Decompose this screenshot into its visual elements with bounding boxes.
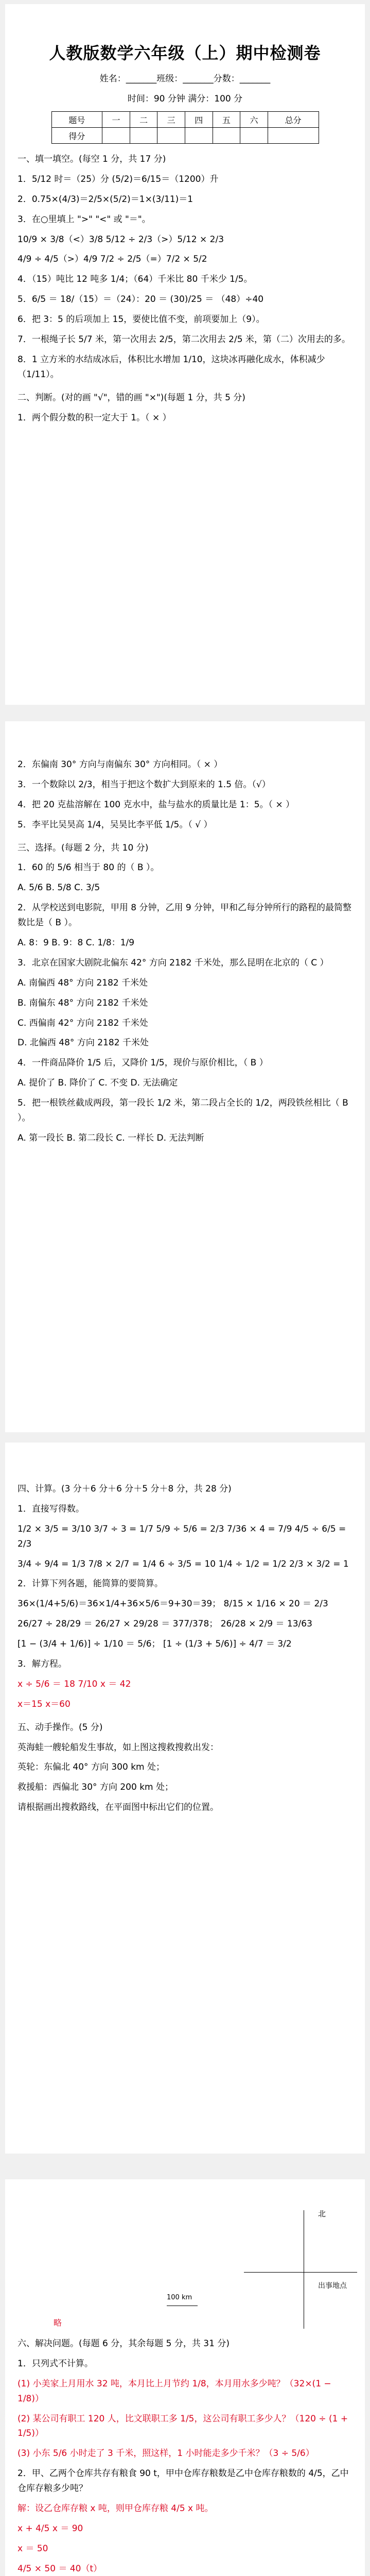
question-line: 5．6/5 ＝ 18/（15）＝（24）：20 ＝ (30)/25 ＝ （48）÷40	[17, 294, 264, 305]
question-line: 解：设乙仓库存粮 x 吨，则甲仓库存粮 4/5 x 吨。	[17, 2503, 214, 2514]
question-line: 2．甲、乙两个仓库共存有粮食 90 t，甲中仓库存粮数是乙中仓库存粮数的 4/5，乙中仓库存粮多少吨？	[17, 2468, 349, 2494]
center-label: 出事地点	[318, 2282, 347, 2290]
north-label: 北	[318, 2209, 326, 2218]
question-line: A. 第一段长 B. 第二段长 C. 一样长 D. 无法判断	[17, 1132, 204, 1143]
question-line: 请根据画出搜救路线，在平面图中标出它们的位置。	[17, 1802, 219, 1813]
question-line: (3) 小东 5/6 小时走了 3 千米，照这样，1 小时能走多少千米？（3 ÷ 5/6）	[17, 2448, 314, 2459]
question-line: 3．北京在国家大剧院北偏东 42° 方向 2182 千米处，那么昆明在北京的（ C ）	[17, 957, 329, 968]
question-line: 2．从学校送到电影院，甲用 8 分钟，乙用 9 分钟，甲和乙每分钟所行的路程的最简整数比是（ B ）。	[17, 903, 352, 928]
score-table	[51, 111, 319, 144]
question-line: 5．把一根铁丝截成两段，第一段长 1/2 米，第二段占全长的 1/2，两段铁丝相比（ B ）。	[17, 1098, 348, 1124]
question-line: (1) 小美家上月用水 32 吨，本月比上月节约 1/8，本月用水多少吨？（32×(1 − 1/8)）	[17, 2378, 331, 2404]
question-line: 8．1 立方米的水结成冰后，体积比水增加 1/10，这块冰再融化成水，体积减少（1/11）。	[17, 354, 325, 380]
question-line: 4．（15）吨比 12 吨多 1/4；（64）千米比 80 千米少 1/5。	[17, 274, 253, 285]
diagram-answer: 略	[54, 2318, 62, 2328]
question-line: 2．0.75×(4/3)＝2/5×(5/2)＝1×(3/11)＝1	[17, 194, 193, 205]
score-row-label: 得分	[51, 128, 102, 144]
page4-questions	[17, 2336, 353, 2576]
section-heading: 一、填一填空。(每空 1 分，共 17 分)	[17, 154, 166, 164]
score-cell: 一	[102, 112, 130, 128]
question-line: 1．直接写得数。	[17, 1503, 84, 1514]
question-line: 英海蛙一艘轮船发生事故，如上图这搜救搜救出发：	[17, 1742, 219, 1753]
section-heading: 三、选择。(每题 2 分，共 10 分)	[17, 842, 149, 853]
page1-questions	[17, 152, 353, 425]
question-line: 1．只列式不计算。	[17, 2358, 93, 2369]
question-line: A. 提价了 B. 降价了 C. 不变 D. 无法确定	[17, 1078, 178, 1089]
scale-label: 100 km	[167, 2294, 192, 2301]
question-line: A. 南偏西 48° 方向 2182 千米处	[17, 977, 148, 988]
question-line: 26/27 ÷ 28/29 ＝ 26/27 × 29/28 ＝ 377/378； 26/28 × 2/9 ＝ 13/63	[17, 1619, 312, 1630]
section-heading: 六、解决问题。(每题 6 分，其余每题 5 分，共 31 分)	[17, 2338, 230, 2349]
exam-page-4	[5, 2179, 365, 2576]
score-cell: 二	[130, 112, 157, 128]
question-line: x ＝ 50	[17, 2543, 48, 2554]
score-table-score-row	[51, 128, 319, 144]
section-heading: 二、判断。(对的画 "√"，错的画 "×")(每题 1 分，共 5 分)	[17, 392, 245, 403]
question-line: B. 南偏东 48° 方向 2182 千米处	[17, 997, 148, 1008]
location-diagram	[17, 2179, 353, 2313]
question-line: D. 北偏西 48° 方向 2182 千米处	[17, 1038, 149, 1048]
question-line: 1．60 的 5/6 相当于 80 的（ B ）。	[17, 862, 160, 873]
score-cell: 五	[213, 112, 240, 128]
time-score-line: 时间：90 分钟 满分：100 分	[127, 94, 243, 104]
question-line: 2．东偏南 30° 方向与南偏东 30° 方向相同。（ × ）	[17, 759, 223, 770]
question-line: A. 8：9 B. 9：8 C. 1/8：1/9	[17, 938, 135, 948]
question-line: 2．计算下列各题，能简算的要简算。	[17, 1579, 163, 1589]
question-line: 3．解方程。	[17, 1659, 67, 1670]
question-line: 4/9 ÷ 4/5（>）4/9 7/2 ÷ 2/5（=）7/2 × 5/2	[17, 254, 207, 265]
question-line: 4．一件商品降价 1/5 后，又降价 1/5，现价与原价相比，（ B ）	[17, 1058, 268, 1069]
question-line: 6．把 3：5 的后项加上 15，要使比值不变，前项要加上（9）。	[17, 314, 265, 325]
question-line: 4/5 × 50 ＝ 40（t）	[17, 2563, 102, 2574]
question-line: 1．两个假分数的积一定大于 1。（ × ）	[17, 412, 171, 423]
question-line: 5．李平比吴昊高 1/4，吴昊比李平低 1/5。（ √ ）	[17, 819, 213, 830]
exam-title: 人教版数学六年级（上）期中检测卷	[49, 43, 321, 63]
score-cell: 总分	[268, 112, 319, 128]
question-line: 3．在○里填上 ">" "<" 或 "＝"。	[17, 214, 151, 225]
score-cell: 三	[157, 112, 185, 128]
question-line: 1/2 × 3/5 = 3/10 3/7 ÷ 3 = 1/7 5/9 ÷ 5/6 = 2/3 7/36 × 4 = 7/9 4/5 ÷ 6/5 = 2/3	[17, 1523, 346, 1549]
exam-page-2	[5, 721, 365, 1432]
question-line: 3/4 ÷ 9/4 = 1/3 7/8 × 2/7 = 1/4 6 ÷ 3/5 = 10 1/4 ÷ 1/2 = 1/2 2/3 × 3/2 = 1	[17, 1558, 349, 1569]
question-line: C. 西偏南 42° 方向 2182 千米处	[17, 1018, 148, 1028]
score-cell: 四	[185, 112, 213, 128]
question-line: 4．把 20 克盐溶解在 100 克水中，盐与盐水的质量比是 1：5。（ × ）	[17, 799, 295, 810]
exam-page-3	[5, 1443, 365, 2154]
question-line: 救援船：西偏北 30° 方向 200 km 处；	[17, 1782, 174, 1793]
section-heading: 四、计算。(3 分＋6 分＋6 分＋5 分＋8 分，共 28 分)	[17, 1484, 232, 1494]
exam-page-1	[5, 4, 365, 705]
question-line: A. 5/6 B. 5/8 C. 3/5	[17, 883, 100, 893]
section-heading: 五、动手操作。(5 分)	[17, 1722, 103, 1733]
score-table-header-row	[51, 112, 319, 128]
question-line: 3．一个数除以 2/3，相当于把这个数扩大到原来的 1.5 倍。（√）	[17, 779, 271, 790]
score-cell: 六	[240, 112, 268, 128]
question-line: 7．一根绳子长 5/7 米，第一次用去 2/5，第二次用去 2/5 米，第（二）次用去的多。	[17, 334, 350, 345]
diagram-horizontal-axis	[244, 2272, 357, 2273]
question-line: x + 4/5 x ＝ 90	[17, 2523, 83, 2534]
page2-questions	[17, 757, 353, 1146]
question-line: [1 − (3/4 + 1/6)] ÷ 1/10 ＝ 5/6； [1 ÷ (1/3 + 5/6)] ÷ 4/7 ＝ 3/2	[17, 1639, 292, 1650]
question-line: 36×(1/4+5/6)＝36×1/4+36×5/6＝9+30＝39； 8/15 × 1/16 × 20 ＝ 2/3	[17, 1599, 328, 1609]
page3-questions	[17, 1482, 353, 1815]
student-info-line: 姓名：_______班级：_______分数：_______	[99, 74, 271, 84]
question-line: 10/9 × 3/8（<）3/8 5/12 ÷ 2/3（>）5/12 × 2/3	[17, 234, 224, 245]
question-line: x＝15 x＝60	[17, 1699, 71, 1709]
score-cell: 题号	[51, 112, 102, 128]
question-line: x ÷ 5/6 ＝ 18 7/10 x ＝ 42	[17, 1679, 131, 1689]
question-line: (2) 某公司有职工 120 人，比文联职工多 1/5，这公司有职工多少人？（120 ÷ (1 + 1/5)）	[17, 2413, 348, 2439]
question-line: 英轮：东偏北 40° 方向 300 km 处；	[17, 1762, 165, 1773]
question-line: 1．5/12 时＝（25）分 (5/2)＝6/15＝（1200）升	[17, 174, 219, 184]
